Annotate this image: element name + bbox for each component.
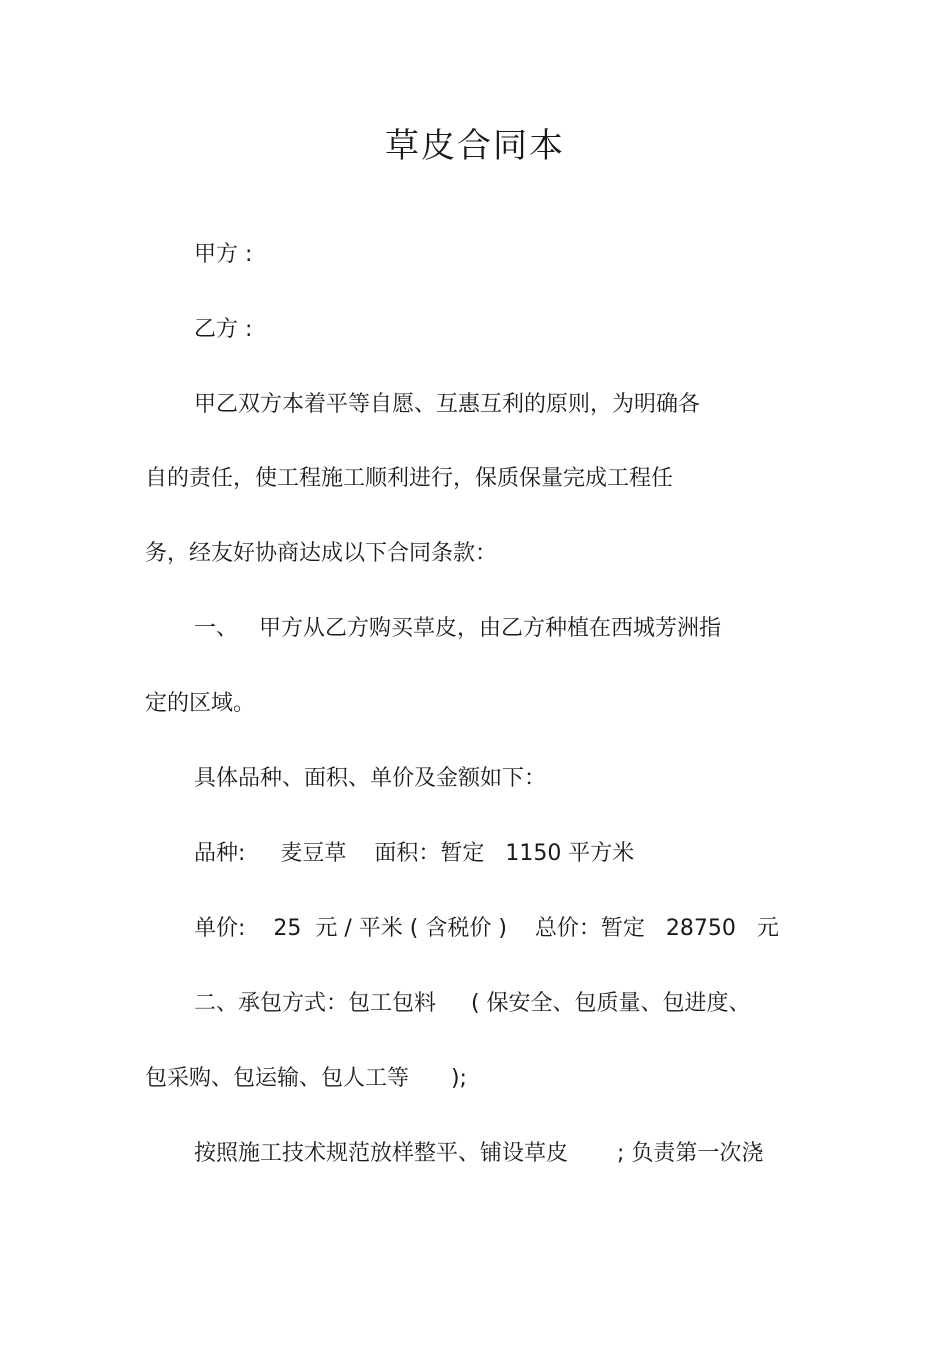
preamble-line-1: 甲乙双方本着平等自愿、互惠互利的原则，为明确各 — [194, 392, 701, 417]
preamble-line-2: 自的责任，使工程施工顺利进行，保质保量完成工程任 — [145, 466, 674, 491]
details-heading: 具体品种、面积、单价及金额如下： — [194, 766, 547, 791]
party-a-line: 甲方 : — [194, 242, 253, 267]
party-b-line: 乙方 : — [194, 317, 253, 342]
document-title: 草皮合同本 — [385, 126, 565, 166]
clause-2-line-2: 包采购、包运输、包人工等 ); — [145, 1066, 467, 1091]
clause-2-line-1: 二、承包方式：包工包料 ( 保安全、包质量、包进度、 — [194, 991, 751, 1016]
construction-line: 按照施工技术规范放样整平、铺设草皮 ; 负责第一次浇 — [194, 1141, 764, 1166]
clause-1-line-2: 定的区域。 — [145, 691, 256, 716]
preamble-line-3: 务，经友好协商达成以下合同条款： — [145, 541, 498, 566]
clause-1-line-1: 一、 甲方从乙方购买草皮，由乙方种植在西城芳洲指 — [194, 616, 721, 641]
variety-area-line: 品种: 麦豆草 面积：暂定 1150 平方米 — [194, 841, 635, 866]
price-total-line: 单价: 25 元 / 平米 ( 含税价 ) 总价：暂定 28750 元 — [194, 916, 779, 941]
